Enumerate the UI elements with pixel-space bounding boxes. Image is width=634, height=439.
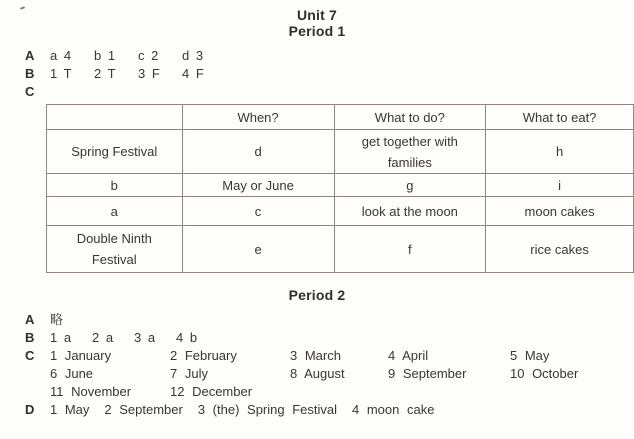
unit-title: Unit 7 <box>296 7 338 23</box>
answer-item: 2 T <box>94 66 116 81</box>
p2-row-d-label: D <box>25 402 35 417</box>
answer-item: 1 May <box>50 402 90 417</box>
answer-item: 3 F <box>138 66 160 81</box>
p2-row-a-label: A <box>25 312 35 327</box>
table-header-row <box>47 105 634 130</box>
table-cell: d <box>182 130 334 174</box>
answer-item: d 3 <box>182 48 204 63</box>
answer-item: 3 a <box>134 330 156 345</box>
answer-item: 4 moon cake <box>352 402 435 417</box>
table-cell: b <box>47 174 183 197</box>
answer-item: 4 b <box>176 330 198 345</box>
p1-row-c <box>25 83 634 101</box>
answer-item: 3 (the) Spring Festival <box>197 402 338 417</box>
period1-title: Period 1 <box>288 23 346 39</box>
p2-row-b-label: B <box>25 330 35 345</box>
p2-row-c-line3 <box>25 383 634 401</box>
p2-row-b <box>25 329 634 347</box>
month-item: 9 September <box>388 366 467 381</box>
answer-item: 1 a <box>50 330 72 345</box>
table-row <box>47 174 634 197</box>
answer-item: 2 a <box>92 330 114 345</box>
month-item: 2 February <box>170 348 237 363</box>
table-cell: i <box>486 174 634 197</box>
table-row <box>47 197 634 226</box>
p2-row-c-line1 <box>25 347 634 365</box>
answer-item: 略 <box>50 312 65 327</box>
p1-row-b-label: B <box>25 66 35 81</box>
period1-answers <box>0 47 634 101</box>
table-cell: Double Ninth Festival <box>47 226 183 273</box>
table-cell: look at the moon <box>334 197 486 226</box>
table-cell: a <box>47 197 183 226</box>
month-item: 7 July <box>170 366 208 381</box>
table-cell: g <box>334 174 486 197</box>
month-item: 4 April <box>388 348 429 363</box>
table-cell: rice cakes <box>486 226 634 273</box>
p1-row-a <box>25 47 634 65</box>
month-item: 11 November <box>50 384 132 399</box>
month-item: 6 June <box>50 366 94 381</box>
table-cell: c <box>182 197 334 226</box>
p2-row-c-label: C <box>25 348 35 363</box>
p1-row-a-label: A <box>25 48 35 63</box>
p2-row-a <box>25 311 634 329</box>
answer-item: 1 T <box>50 66 72 81</box>
answer-item: a 4 <box>50 48 72 63</box>
table-cell: May or June <box>182 174 334 197</box>
p1-row-c-label: C <box>25 84 35 99</box>
p1-row-b <box>25 65 634 83</box>
answer-item: 2 September <box>104 402 183 417</box>
period2-title: Period 2 <box>288 287 346 303</box>
month-item: 10 October <box>510 366 579 381</box>
month-item: 12 December <box>170 384 253 399</box>
table-row <box>47 226 634 273</box>
header-cell-what-to-do: What to do? <box>334 105 486 130</box>
p2-row-d <box>25 401 634 419</box>
month-item: 8 August <box>290 366 345 381</box>
table-cell: h <box>486 130 634 174</box>
month-item: 3 March <box>290 348 341 363</box>
month-item: 1 January <box>50 348 112 363</box>
answer-item: 4 F <box>182 66 204 81</box>
header-cell-when: When? <box>182 105 334 130</box>
answer-item: c 2 <box>138 48 159 63</box>
p2-row-c-line2 <box>25 365 634 383</box>
festival-table <box>46 104 634 273</box>
table-cell: get together with families <box>334 130 486 174</box>
month-item: 5 May <box>510 348 550 363</box>
table-cell: f <box>334 226 486 273</box>
table-row <box>47 130 634 174</box>
answer-item: b 1 <box>94 48 116 63</box>
period2-answers <box>0 311 634 419</box>
header-cell-blank <box>47 105 183 130</box>
table-cell: Spring Festival <box>47 130 183 174</box>
table-cell: moon cakes <box>486 197 634 226</box>
header-cell-what-to-eat: What to eat? <box>486 105 634 130</box>
table-cell: e <box>182 226 334 273</box>
